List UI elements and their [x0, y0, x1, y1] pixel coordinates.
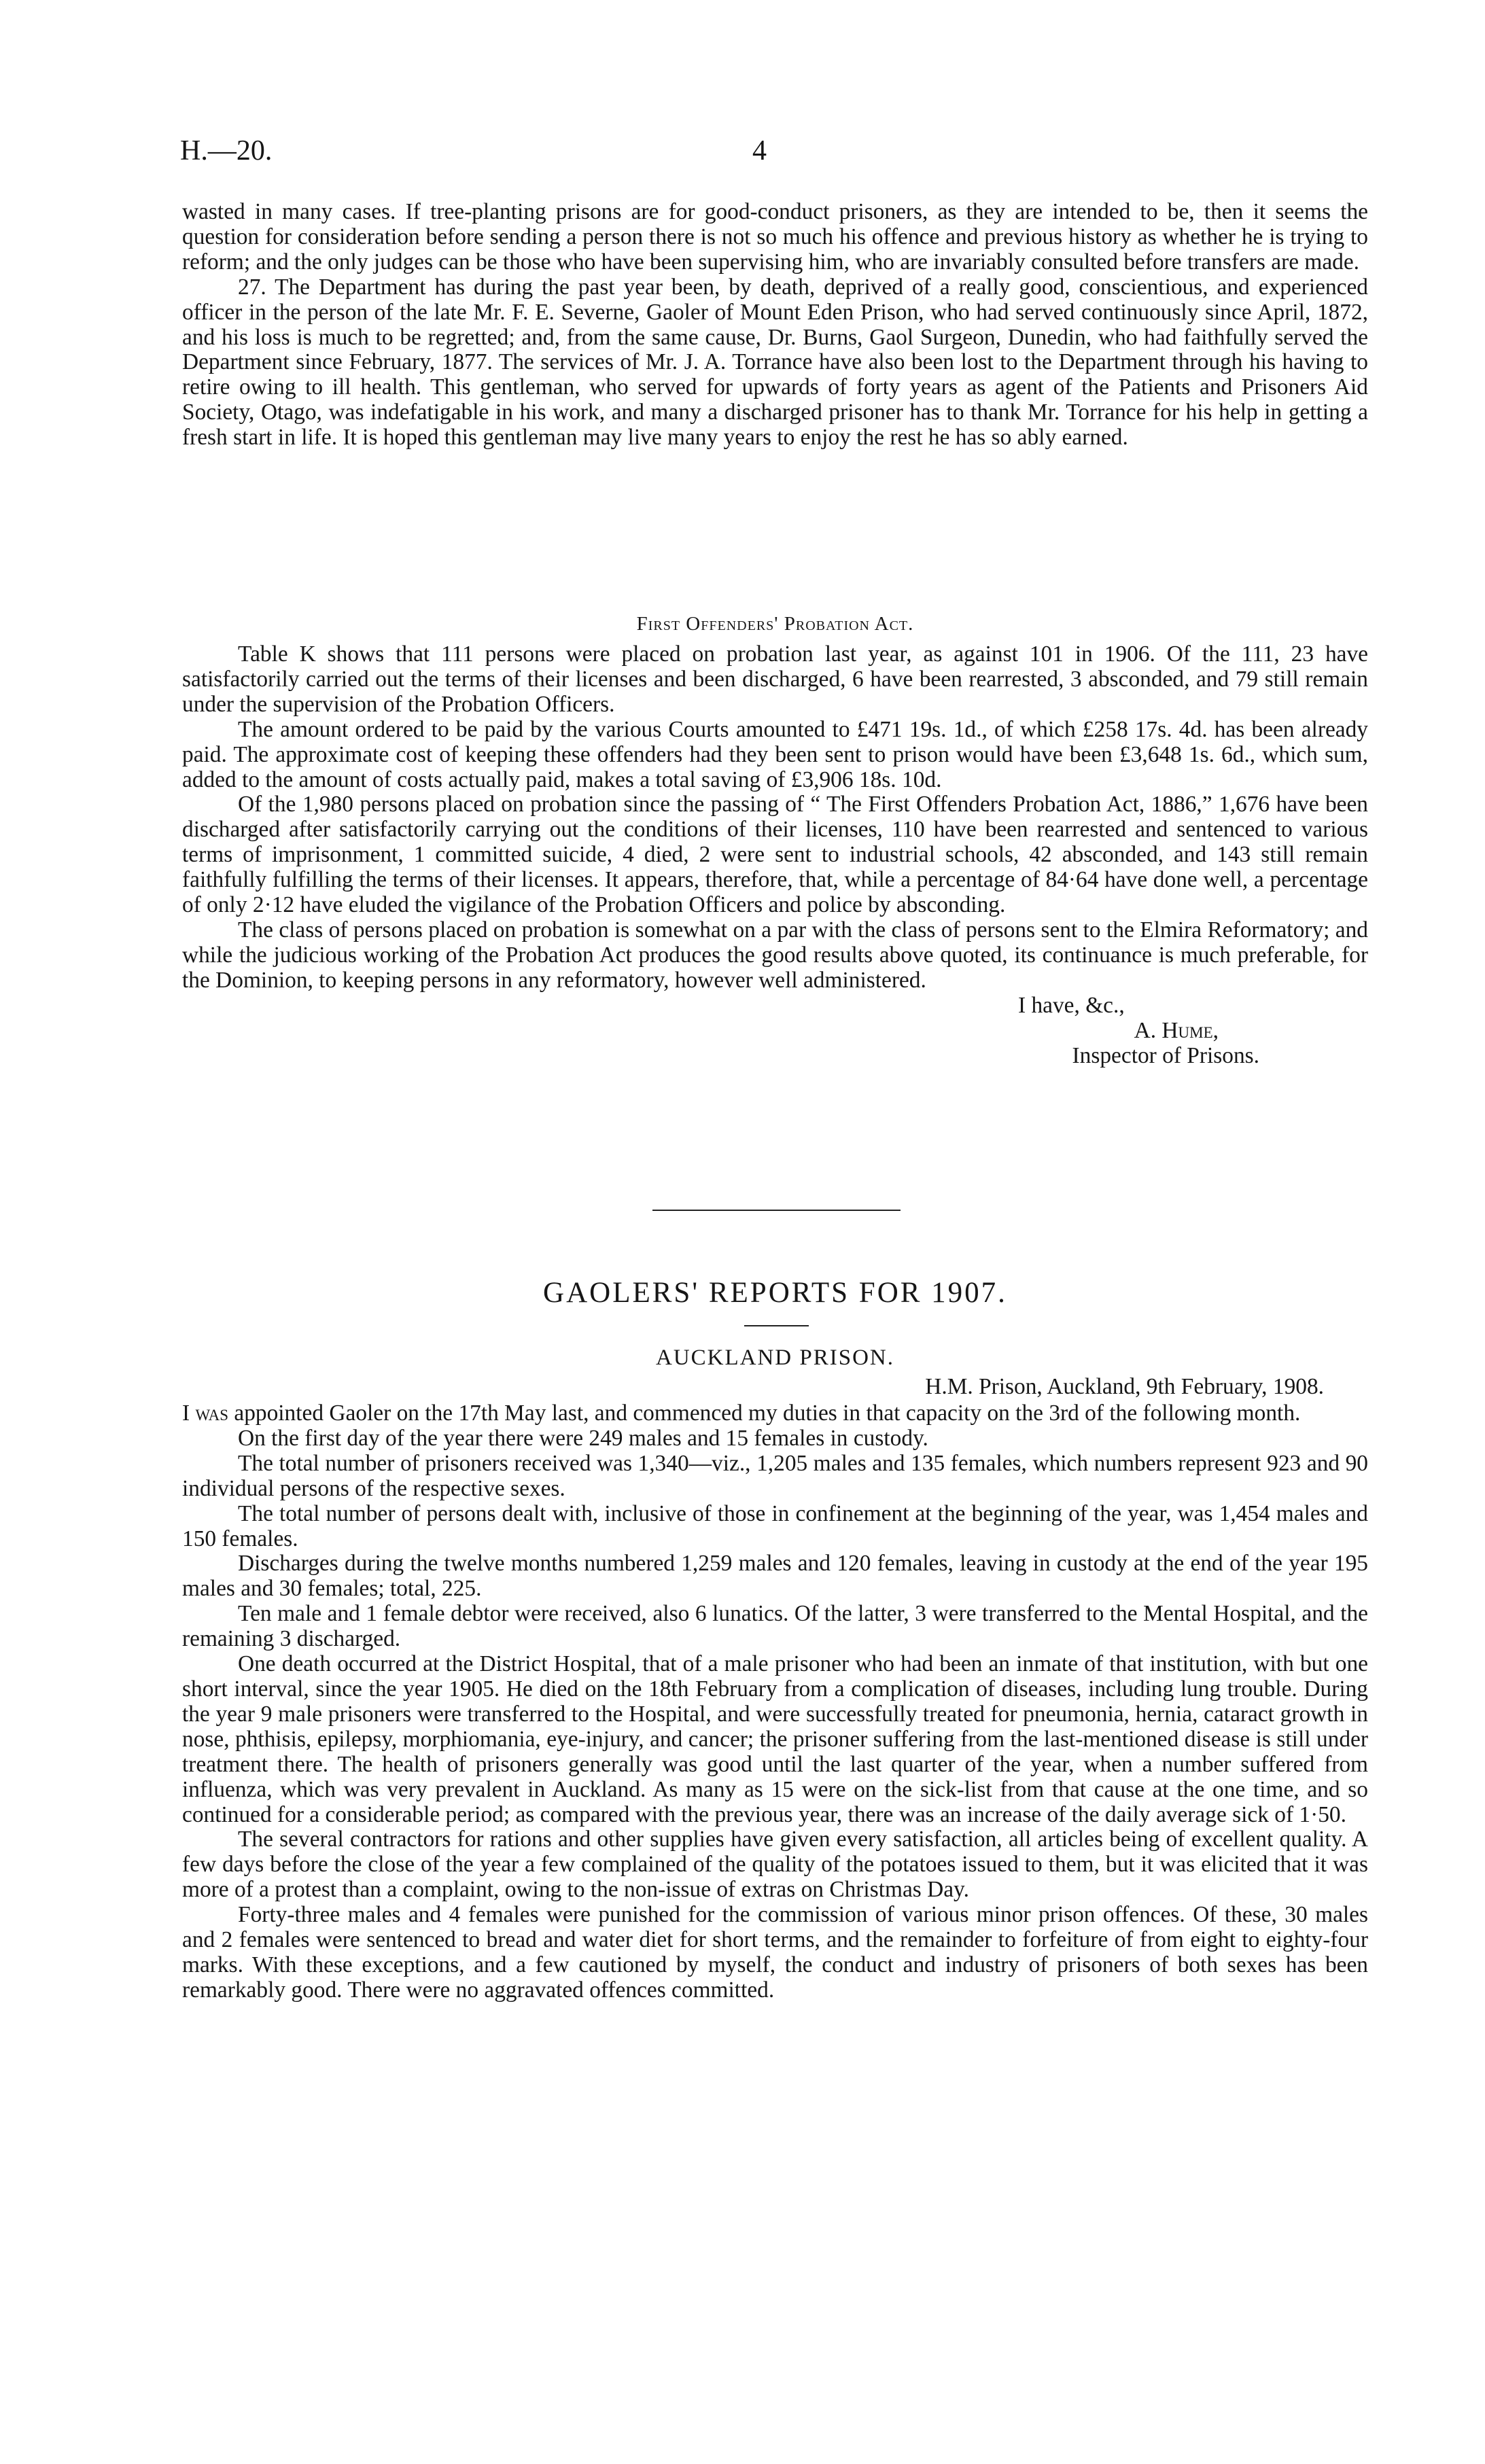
title-underline — [744, 1325, 809, 1326]
page-number: 4 — [752, 135, 767, 166]
closing-salutation: I have, &c., — [1018, 992, 1125, 1018]
paragraph-first-day: On the first day of the year there were 249 males and 15 females in custody. — [238, 1425, 928, 1451]
report-dateline: H.M. Prison, Auckland, 9th February, 1908. — [925, 1374, 1324, 1399]
paragraph-punishments: Forty-three males and 4 females were punished for the commission of various minor prison offences. Of these, 30 males and 2 females were sentenced to bread and water diet for short terms, and the remainder to forfeiture of from eight to eighty-four marks. With these exceptions, and a few cautioned by myself, the conduct and industry of prisoners of both sexes has been remarkably good. There were no aggravated offences committed. — [182, 1902, 1368, 2003]
page-reference: H.—20. — [180, 135, 273, 166]
paragraph-discharges: Discharges during the twelve months numbered 1,259 males and 120 females, leaving in custody at the end of the year 195 males and 30 females; total, 225. — [182, 1551, 1368, 1602]
paragraph-dealt-with: The total number of persons dealt with, inclusive of those in confinement at the beginning of the year, was 1,454 males and 150 females. — [182, 1500, 1368, 1551]
closing-row — [182, 993, 1368, 1019]
opening-text: appointed Gaoler on the 17th May last, and commenced my duties in that capacity on the 3rd of the following month. — [228, 1401, 1301, 1426]
probation-act-section — [182, 613, 1368, 1069]
auckland-prison-heading: AUCKLAND PRISON. — [655, 1345, 895, 1370]
paragraph-health: One death occurred at the District Hospital, that of a male prisoner who had been an inmate of that institution, with but one short interval, since the year 1905. He died on the 18th February from a complication of diseases, including lung trouble. During the year 9 male prisoners were transferred to the Hospital, and were successfully treated for pneumonia, hernia, cataract growth in nose, phthisis, epilepsy, morphiomania, eye-injury, and cancer; the prisoner suffering from the last-mentioned disease is still under treatment there. The health of prisoners generally was good until the last quarter of the year, when a number suffered from influenza, which was very prevalent in Auckland. As many as 15 were on the sick-list from that cause at the one time, and so continued for a considerable period; as compared with the previous year, there was an increase of the daily average sick of 1·50. — [182, 1651, 1368, 1827]
section-heading: First Offenders' Probation Act. — [636, 613, 914, 635]
paragraph-contractors: The several contractors for rations and other supplies have given every satisfaction, all articles being of excellent quality. A few days before the close of the year a few complained of the quality of the potatoes issued to them, but it was elicited that it was more of a protest than a complaint, owing to the non-issue of extras on Christmas Day. — [182, 1827, 1368, 1903]
paragraph-27-obituaries: 27. The Department has during the past year been, by death, deprived of a really good, conscientious, and experienced officer in the person of the late Mr. F. E. Severne, Gaoler of Mount Eden Prison, who had served continuously since April, 1872, and his loss is much to be regretted; and, from the same cause, Dr. Burns, Gaol Surgeon, Dunedin, who had faithfully served the Department since February, 1877. The services of Mr. J. A. Torrance have also been lost to the Department through his having to retire owing to ill health. This gentleman, who served for upwards of forty years as agent of the Patients and Prisoners Aid Society, Otago, was indefatigable in his work, and many a discharged prisoner has to thank Mr. Torrance for his help in getting a fresh start in life. It is hoped this gentleman may live many years to enjoy the rest he has so ably earned. — [182, 274, 1368, 451]
signature-name: A. Hume, — [1134, 1017, 1219, 1043]
paragraph-opening — [182, 1401, 1368, 1426]
paragraph-debtors: Ten male and 1 female debtor were received, also 6 lunatics. Of the latter, 3 were transferred to the Mental Hospital, and the remaining 3 discharged. — [182, 1601, 1368, 1652]
prison-report-continuation — [182, 200, 1368, 451]
paragraph-elmira: The class of persons placed on probation is somewhat on a par with the class of persons sent to the Elmira Reformatory; and while the judicious working of the Probation Act produces the good results above quoted, its continuance is much preferable, for the Dominion, to keeping persons in any reformatory, however well administered. — [182, 917, 1368, 993]
paragraph-received: The total number of prisoners received was 1,340—viz., 1,205 males and 135 females, which numbers represent 923 and 90 individual persons of the respective sexes. — [182, 1450, 1368, 1501]
paragraph-table-k: Table K shows that 111 persons were placed on probation last year, as against 101 in 1906. Of the 111, 23 have satisfactorily carried out the terms of their licenses and been discharged, 6 have been rearrested, 3 absconded, and 79 still remain under the supervision of the Probation Officers. — [182, 641, 1368, 717]
opening-words: I was — [182, 1401, 229, 1426]
paragraph-amount-ordered: The amount ordered to be paid by the various Courts amounted to £471 19s. 1d., of which £258 17s. 4d. has been already paid. The approximate cost of keeping these offenders had they been sent to prison would have been £3,648 1s. 6d., which sum, added to the amount of costs actually paid, makes a total saving of £3,906 18s. 10d. — [182, 716, 1368, 792]
signature-title: Inspector of Prisons. — [1072, 1042, 1259, 1068]
paragraph-tree-planting: wasted in many cases. If tree-planting prisons are for good-conduct prisoners, as they are intended to be, then it seems the question for consideration before sending a person there is not so much his offence and previous history as whether he is trying to reform; and the only judges can be those who have been supervising him, who are invariably consulted before transfers are made. — [182, 199, 1368, 275]
section-divider — [652, 1210, 901, 1211]
paragraph-since-1886: Of the 1,980 persons placed on probation since the passing of “ The First Offenders Probation Act, 1886,” 1,676 have been discharged after satisfactorily carrying out the conditions of their licenses, 110 have been rearrested and sentenced to various terms of imprisonment, 1 committed suicide, 4 died, 2 were sent to industrial schools, 42 absconded, and 143 still remain faithfully fulfilling the terms of their licenses. It appears, therefore, that, while a percentage of 84·64 have done well, a percentage of only 2·12 have eluded the vigilance of the Probation Officers and police by absconding. — [182, 792, 1368, 918]
auckland-report-body — [182, 1401, 1368, 2003]
page-header — [180, 135, 1363, 175]
gaolers-reports-title: GAOLERS' REPORTS FOR 1907. — [543, 1277, 1007, 1309]
